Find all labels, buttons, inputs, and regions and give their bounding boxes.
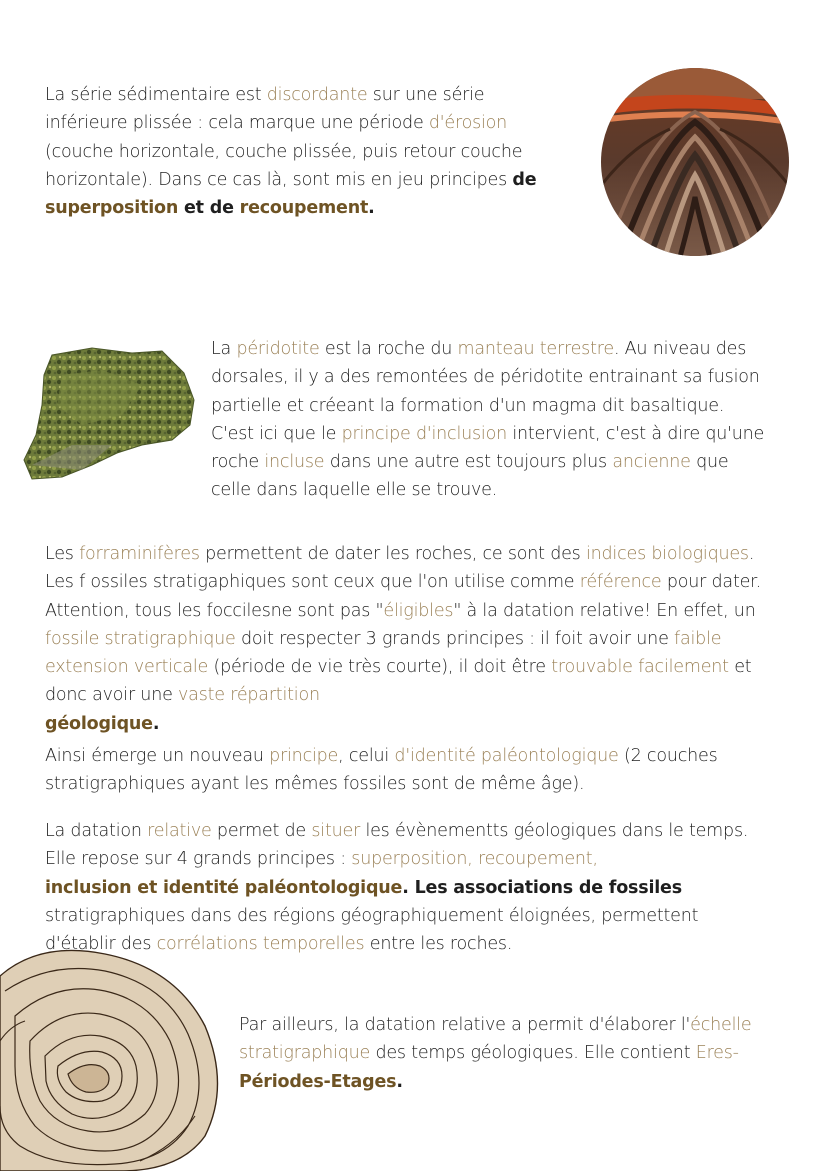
highlight-term: éligibles xyxy=(383,600,454,621)
highlight-term: forraminifères xyxy=(79,544,200,564)
highlight-term: superposition, recoupement, xyxy=(351,849,598,870)
text: permettent de dater les roches, ce sont des xyxy=(199,544,586,564)
highlight-term: relative xyxy=(147,821,212,841)
contour-lines-decoration xyxy=(0,946,230,1171)
highlight-term: discordante xyxy=(266,85,368,105)
highlight-term: ancienne xyxy=(612,452,691,473)
text: dans une autre est toujours plus xyxy=(324,452,613,473)
bold-highlight-term: superposition xyxy=(45,198,179,219)
highlight-term: vaste répartition xyxy=(178,685,320,706)
text: les évènementts géologiques dans le temps. Elle repose sur 4 grands principes : xyxy=(45,821,749,870)
text: stratigraphiques dans des régions géographiquement éloignées, permettent d'établir des xyxy=(45,905,699,955)
highlight-term: d'identité paléontologique xyxy=(394,746,619,766)
text: Ainsi émerge un nouveau xyxy=(45,746,270,766)
text: que celle dans laquelle elle se trouve. xyxy=(211,452,729,501)
bold-highlight-term: géologique xyxy=(45,713,153,734)
highlight-term: incluse xyxy=(264,452,325,473)
highlight-term: d'érosion xyxy=(428,113,508,134)
text: (couche horizontale, couche plissée, puis retour couche horizontale). Dans ce cas là, sont mis en jeu principes xyxy=(45,141,523,190)
highlight-term: corrélations temporelles xyxy=(156,934,365,955)
highlight-term: fossile stratigraphique xyxy=(45,628,236,649)
highlight-term: péridotite xyxy=(236,339,320,359)
text: , celui xyxy=(338,746,395,766)
bold-highlight-term: Périodes-Etages xyxy=(239,1071,397,1092)
text: intervient, c'est à dire qu'une roche xyxy=(211,423,765,473)
text: " à la datation relative! En effet, un xyxy=(453,600,756,621)
folded-strata-photo xyxy=(600,67,790,257)
highlight-term: faible extension verticale xyxy=(45,628,722,678)
highlight-term: manteau terrestre xyxy=(457,339,614,359)
text: La datation xyxy=(45,821,148,841)
text: pour dater. Attention, tous les foccilesne sont pas " xyxy=(45,572,761,621)
highlight-term: principe d'inclusion xyxy=(341,423,507,444)
text: (période de vie très courte), il doit être xyxy=(208,657,552,678)
highlight-term: échelle stratigraphique xyxy=(239,1015,752,1064)
paragraph-foraminifera xyxy=(45,540,765,738)
paragraph-unconformity xyxy=(45,81,565,222)
peridotite-rock-image xyxy=(22,345,200,485)
bold-text: . xyxy=(368,198,375,219)
text: . Les f ossiles stratigaphiques sont ceux que l'on utilise comme xyxy=(45,544,755,593)
paragraph-paleontological-identity xyxy=(45,742,765,799)
bold-text: . Les associations de fossiles xyxy=(402,877,682,898)
bold-text: . xyxy=(152,713,160,734)
text: doit respecter 3 grands principes : il foit avoir une xyxy=(235,628,674,649)
text: (2 couches stratigraphiques ayant les mêmes fossiles sont de même âge). xyxy=(45,746,718,795)
paragraph-relative-dating xyxy=(45,817,765,958)
text: permet de xyxy=(211,821,312,841)
text: . Au niveau des dorsales, il y a des remontées de péridotite entrainant sa fusion partielle et créeant la formation d'un magma dit basaltique. C'est ici que le xyxy=(211,339,760,444)
bold-text: . xyxy=(396,1071,403,1092)
highlight-term: principe xyxy=(269,746,339,766)
paragraph-peridotite xyxy=(211,335,771,505)
text: entre les roches. xyxy=(364,934,513,955)
text: La xyxy=(211,339,237,359)
text: La série sédimentaire est xyxy=(45,85,267,105)
highlight-term: situer xyxy=(311,821,361,841)
highlight-term: trouvable facilement xyxy=(551,657,729,678)
text: Les xyxy=(45,544,80,564)
text: est la roche du xyxy=(319,339,458,359)
bold-text: et de xyxy=(178,198,240,219)
text: des temps géologiques. Elle contient xyxy=(370,1043,696,1064)
text: sur une série inférieure plissée : cela marque une période xyxy=(45,85,485,134)
highlight-term: Eres- xyxy=(695,1043,739,1064)
bold-highlight-term: inclusion et identité paléontologique xyxy=(45,877,403,898)
text: et donc avoir une xyxy=(45,657,752,706)
highlight-term: indices biologiques xyxy=(585,544,749,564)
text: Par ailleurs, la datation relative a permit d'élaborer l' xyxy=(239,1015,691,1035)
bold-text: de xyxy=(512,169,537,190)
highlight-term: référence xyxy=(579,572,662,593)
paragraph-stratigraphic-scale xyxy=(239,1011,799,1096)
bold-highlight-term: recoupement xyxy=(239,198,369,219)
